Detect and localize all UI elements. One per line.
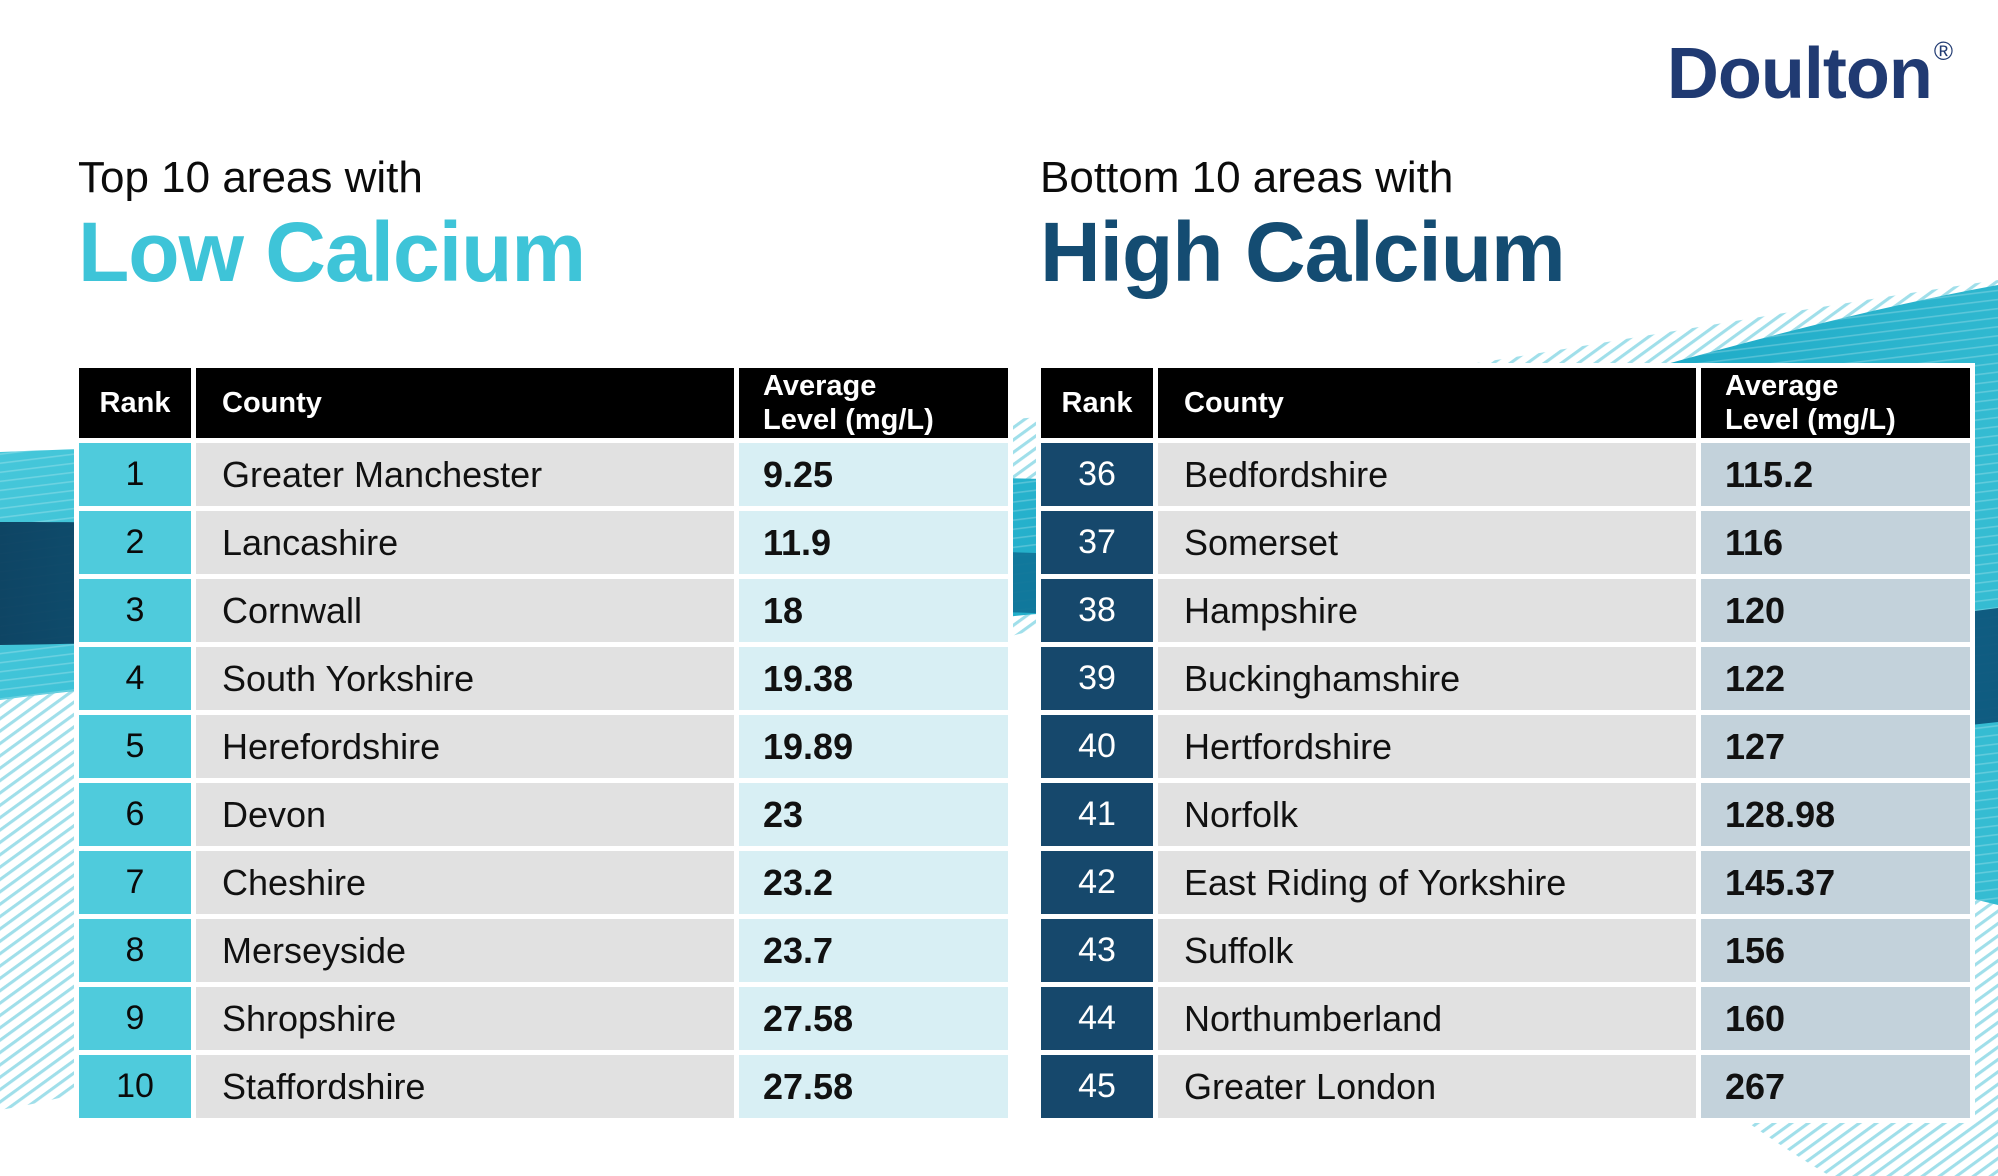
county-cell: Greater Manchester [196, 443, 734, 506]
table-header-row [79, 368, 1008, 438]
county-cell: Suffolk [1158, 919, 1696, 982]
registered-trademark-icon: ® [1933, 36, 1952, 66]
county-cell: Shropshire [196, 987, 734, 1050]
low-calcium-table [74, 363, 1013, 1123]
table-row [1041, 1055, 1970, 1118]
county-cell: Herefordshire [196, 715, 734, 778]
county-cell: Greater London [1158, 1055, 1696, 1118]
table-row [79, 511, 1008, 574]
rank-cell: 36 [1041, 443, 1153, 506]
table-row [79, 715, 1008, 778]
value-cell: 9.25 [739, 443, 1008, 506]
rank-cell: 2 [79, 511, 191, 574]
county-cell: Lancashire [196, 511, 734, 574]
high-calcium-table [1036, 363, 1975, 1123]
value-cell: 122 [1701, 647, 1970, 710]
value-cell: 27.58 [739, 987, 1008, 1050]
county-cell: Buckinghamshire [1158, 647, 1696, 710]
table-row [79, 443, 1008, 506]
table-row [1041, 443, 1970, 506]
rank-cell: 4 [79, 647, 191, 710]
county-cell: Somerset [1158, 511, 1696, 574]
doulton-logo-text: Doulton [1666, 34, 1932, 114]
low-title-prefix: Top 10 areas with [78, 153, 423, 202]
county-cell: South Yorkshire [196, 647, 734, 710]
county-cell: Cheshire [196, 851, 734, 914]
table-row [1041, 919, 1970, 982]
value-cell: 120 [1701, 579, 1970, 642]
value-cell: 27.58 [739, 1055, 1008, 1118]
low-calcium-title [78, 153, 586, 299]
header-county: County [196, 368, 734, 438]
doulton-logo [1666, 34, 1952, 114]
high-calcium-title [1040, 153, 1565, 299]
table-row [79, 783, 1008, 846]
county-cell: Bedfordshire [1158, 443, 1696, 506]
table-row [1041, 579, 1970, 642]
rank-cell: 1 [79, 443, 191, 506]
county-cell: Staffordshire [196, 1055, 734, 1118]
table-row [1041, 851, 1970, 914]
table-row [79, 919, 1008, 982]
value-cell: 19.38 [739, 647, 1008, 710]
table-row [79, 987, 1008, 1050]
rank-cell: 42 [1041, 851, 1153, 914]
rank-cell: 43 [1041, 919, 1153, 982]
rank-cell: 41 [1041, 783, 1153, 846]
header-value: Average Level (mg/L) [739, 368, 1008, 438]
rank-cell: 8 [79, 919, 191, 982]
value-cell: 11.9 [739, 511, 1008, 574]
county-cell: Northumberland [1158, 987, 1696, 1050]
county-cell: Merseyside [196, 919, 734, 982]
header-value: Average Level (mg/L) [1701, 368, 1970, 438]
table-row [1041, 647, 1970, 710]
county-cell: East Riding of Yorkshire [1158, 851, 1696, 914]
low-title-main: Low Calcium [78, 205, 586, 299]
value-cell: 160 [1701, 987, 1970, 1050]
rank-cell: 6 [79, 783, 191, 846]
value-cell: 18 [739, 579, 1008, 642]
header-rank: Rank [1041, 368, 1153, 438]
value-cell: 19.89 [739, 715, 1008, 778]
value-cell: 156 [1701, 919, 1970, 982]
table-row [1041, 511, 1970, 574]
table-row [1041, 715, 1970, 778]
rank-cell: 39 [1041, 647, 1153, 710]
rank-cell: 38 [1041, 579, 1153, 642]
value-cell: 23.7 [739, 919, 1008, 982]
county-cell: Devon [196, 783, 734, 846]
value-cell: 116 [1701, 511, 1970, 574]
value-cell: 127 [1701, 715, 1970, 778]
value-cell: 23.2 [739, 851, 1008, 914]
value-cell: 145.37 [1701, 851, 1970, 914]
rank-cell: 3 [79, 579, 191, 642]
rank-cell: 45 [1041, 1055, 1153, 1118]
rank-cell: 5 [79, 715, 191, 778]
high-title-prefix: Bottom 10 areas with [1040, 153, 1454, 202]
value-cell: 115.2 [1701, 443, 1970, 506]
value-cell: 23 [739, 783, 1008, 846]
header-county: County [1158, 368, 1696, 438]
table-row [79, 579, 1008, 642]
table-row [1041, 783, 1970, 846]
rank-cell: 44 [1041, 987, 1153, 1050]
county-cell: Hampshire [1158, 579, 1696, 642]
rank-cell: 37 [1041, 511, 1153, 574]
value-cell: 267 [1701, 1055, 1970, 1118]
county-cell: Cornwall [196, 579, 734, 642]
table-row [1041, 987, 1970, 1050]
county-cell: Hertfordshire [1158, 715, 1696, 778]
value-cell: 128.98 [1701, 783, 1970, 846]
county-cell: Norfolk [1158, 783, 1696, 846]
table-header-row [1041, 368, 1970, 438]
rank-cell: 9 [79, 987, 191, 1050]
header-rank: Rank [79, 368, 191, 438]
high-title-main: High Calcium [1040, 205, 1565, 299]
rank-cell: 10 [79, 1055, 191, 1118]
table-row [79, 851, 1008, 914]
table-row [79, 647, 1008, 710]
rank-cell: 7 [79, 851, 191, 914]
rank-cell: 40 [1041, 715, 1153, 778]
table-row [79, 1055, 1008, 1118]
